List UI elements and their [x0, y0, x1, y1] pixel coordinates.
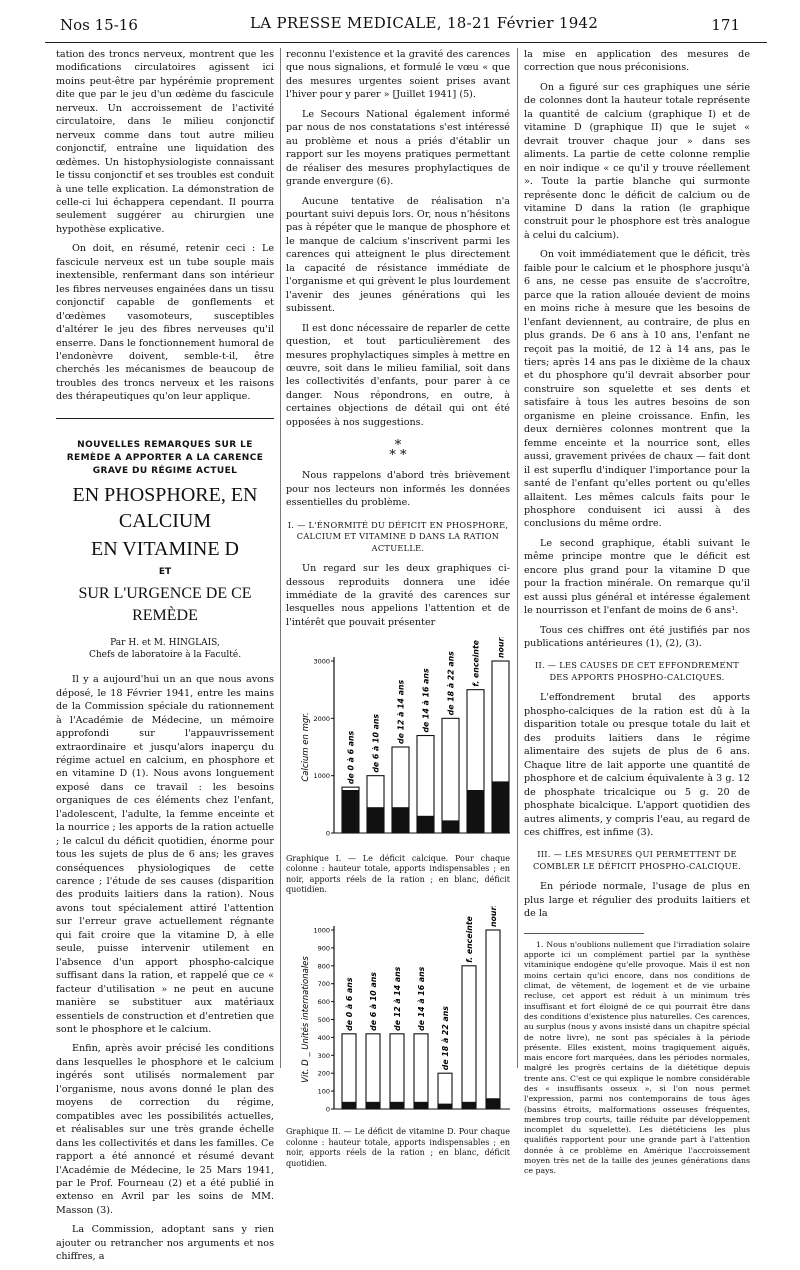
paragraph: Le second graphique, établi suivant le même principe montre que le déficit est encore plus grand pour la vitamine D que pour la fraction minérale. On remarque qu'il est aussi plus général et intéresse également le nourrisson et l'enfant de moins de 6 ans¹. — [524, 537, 750, 617]
y-tick-label: 0 — [325, 1105, 330, 1114]
bar-real-intake — [467, 790, 484, 833]
paragraph: On voit immédiatement que le déficit, très faible pour le calcium et le phosphore jusqu'à 6 ans, ne cesse pas ensuite de s'accroître, parce que la ration allouée devient de moins en moins riche à mesure que les besoins de l'enfant deviennent, au contraire, de plus en plus grands. De 6 ans à 10 ans, l'enfant ne reçoit pas la moitié, de 12 à 14 ans, pas le tiers; après 14 ans pas le dixième de la chaux et du phosphore qu'il devrait absorber pour construire son squelette et ses dents et satisfaire à tous les autres besoins de son organisme en pleine croissance. Enfin, les deux dernières colonnes montrent que la femme enceinte et la nourrice sont, elles aussi, gravement privées de chaux — fait dont il est superflu d'indiquer l'importance pour la santé de l'enfant qu'elles portent ou qu'elles allaitent. Les mêmes calculs faits pour le phosphore conduisent ici aussi à des conclusions du même ordre. — [524, 249, 750, 530]
footnote: 1. Nous n'oublions nullement que l'irradiation solaire apporte ici un complément partiel par la synthèse vitaminique endogène qu'elle provoque. Mais il est non moins certain qu'ici encore, dans nos conditions de climat, de vêtement, de logement et de vie urbaine recluse, cet apport est réduit à un minimum très insuffisant et fort éloigné de ce qui pourrait être dans des conditions d'existence plus naturelles. Ces carences, au surplus (nous y avons insisté dans un chapitre spécial de notre livre), ne sont pas spéciales à la période présente. Elles existent, moins tragiquement aiguës, mais encore fort marquées, dans les périodes normales, malgré les progrès certains de la diététique depuis trente ans. C'est ce qui explique le nombre considérable des « insuffisants osseux », si l'on nous permet l'expression, parmi nos contemporains de tous âges (bassins étroits, malformations osseuses fréquentes, membres trop courts, taille réduite par développement incomplet du squelette). Les diététiciens les plus qualifiés rapportent pour une grande part à l'attention donnée à ce problème en Amérique l'accroissement moyen très net de la taille des jeunes générations dans ce pays. — [524, 939, 750, 1176]
article-title-block — [56, 439, 274, 661]
article-subtitle: SUR L'URGENCE DE CE REMÈDE — [78, 585, 252, 625]
y-axis-label: Vit. D _ Unités internationales — [301, 955, 311, 1083]
bar-real-intake — [367, 808, 384, 834]
bar-total-needed — [462, 966, 476, 1109]
paragraph: L'effondrement brutal des apports phospho-calciques de la ration est dû à la disparition totale ou presque totale du lait et des produits laitiers dans le régime alimentaire des sujets de plus de 6 ans. Chaque litre de lait apporte une quantité de phosphore et de calcium équivalente à 3 g. 12 de phosphate tricalcique ou 5 g. 20 de phosphate bicalcique. L'apport quotidien des autres aliments, y compris l'eau, au regard de ces chiffres, est infime (3). — [524, 692, 750, 839]
section-heading-3: III. — LES MESURES QUI PERMETTENT DE COMBLER LE DÉFICIT PHOSPHO-CALCIQUE. — [532, 849, 742, 871]
bar-real-intake — [492, 782, 509, 834]
y-tick-label: 300 — [317, 1051, 330, 1060]
chart-graphique-2 — [286, 906, 510, 1125]
paragraph: Un regard sur les deux graphiques ci-dessous reproduits donnera une idée immédiate de la gravité des carences sur lesquelles nous appelions l'attention et de l'intérêt que pouvait présenter — [286, 563, 510, 628]
bar-real-intake — [342, 790, 359, 833]
bar-real-intake — [438, 1103, 452, 1108]
paragraph: la mise en application des mesures de correction que nous préconisions. — [524, 49, 750, 74]
paragraph: Il est donc nécessaire de reparler de cette question, et tout particulièrement des mesures prophylactiques simples à mettre en œuvre, soit dans le milieu familial, soit dans les collectivités d'enfants, pour parer à ce danger. Nous répondrons, en outre, à certaines objections de détail qui ont été opposées à nos suggestions. — [286, 322, 510, 428]
chart-graphique-1 — [286, 637, 510, 851]
category-label: de 14 à 16 ans — [421, 668, 431, 733]
y-tick-label: 1000 — [313, 926, 330, 935]
chart-2-caption: Graphique II. — Le déficit de vitamine D. Pour chaque colonne : hauteur totale, apports indispensables ; en noir, apports réels de la ration ; en blanc, déficit quotidien. — [286, 1127, 510, 1168]
category-label: f. enceinte — [471, 640, 481, 688]
y-tick-label: 1000 — [313, 772, 330, 781]
section-ornament: * * * — [389, 438, 407, 464]
category-label: de 6 à 10 ans — [369, 971, 378, 1031]
y-tick-label: 800 — [317, 962, 330, 971]
category-label: nourrice — [496, 637, 506, 659]
bar-real-intake — [486, 1098, 500, 1109]
article-separator — [56, 418, 274, 419]
section-heading-2: II. — LES CAUSES DE CET EFFONDREMENT DES APPORTS PHOSPHO-CALCIQUES. — [534, 660, 740, 682]
y-tick-label: 500 — [317, 1015, 330, 1024]
paragraph: On a figuré sur ces graphiques une série de colonnes dont la hauteur totale représente la quantité de calcium (graphique I) et de vitamine D (graphique II) que le sujet « devrait trouver chaque jour » dans ses aliments. La partie de cette colonne remplie en noir indique « ce qu'il y trouve réellement ». Toute la partie blanche qui surmonte représente donc le déficit de calcium ou de vitamine D dans la ration (le graphique construit pour le phosphore est très analogue à celui du calcium). — [524, 81, 750, 241]
paragraph: Enfin, après avoir précisé les conditions dans lesquelles le phosphore et le calcium ingérés sont utilisés normalement par l'organisme, nous avons donné le plan des moyens de correction du régime, compatibles avec les possibilités actuelles, et réalisables sur une très grande échelle dans les collectivités et dans les familles. Ce rapport a été annoncé et résumé devant l'Académie de Médecine, le 25 Mars 1941, par le Prof. Fourneau (2) et a été publié in extenso en Avril par les soins de MM. Masson (3). — [56, 1043, 274, 1216]
paragraph: Il y a aujourd'hui un an que nous avons déposé, le 18 Février 1941, entre les mains de la Commission spéciale du rationnement à l'Académie de Médecine, un mémoire approfondi sur l'appauvrissement extraordinaire et jusqu'alors inaperçu du régime actuel en calcium, en phosphore et en vitamine D (1). Nous avons longuement exposé dans ce travail : les besoins organiques de ces éléments chez l'enfant, l'adolescent, l'adulte, la femme enceinte et la nourrice ; les apports de la ration actuelle ; le calcul du déficit quotidien, énorme pour tous les sujets de plus de 6 ans; les graves conséquences physiologiques de cette carence ; l'étude de ses causes (disparition des produits laitiers dans la ration). Nous avons tout spécialement attiré l'attention sur l'erreur grave actuellement régnante qui fait croire que la vitamine D, à elle seule, puisse intervenir utilement en l'absence d'un apport phospho-calcique suffisant dans la ration, et rappelé que ce « facteur d'utilisation » ne peut en aucune manière se substituer aux matériaux essentiels de construction et d'entretien que sont le phosphore et le calcium. — [56, 674, 274, 1036]
page-number: 171 — [711, 16, 740, 34]
category-label: de 18 à 22 ans — [441, 1005, 450, 1071]
chart-1-svg — [286, 637, 510, 847]
bar-real-intake — [342, 1102, 356, 1109]
bar-real-intake — [366, 1102, 380, 1109]
y-tick-label: 400 — [317, 1033, 330, 1042]
header-rule — [45, 42, 767, 43]
article-title-conjunction: ET — [158, 566, 172, 577]
chart-1-caption: Graphique I. — Le déficit calcique. Pour chaque colonne : hauteur totale, apports indispensables ; en noir, apports réels de la ration ; en blanc, déficit quotidien. — [286, 853, 510, 895]
bar-total-needed — [342, 1034, 356, 1109]
article-author: Par H. et M. HINGLAIS, — [110, 638, 220, 649]
category-label: de 12 à 14 ans — [393, 966, 402, 1031]
paragraph: En période normale, l'usage de plus en plus large et régulier des produits laitiers et de la — [524, 881, 750, 920]
bar-total-needed — [390, 1034, 404, 1109]
article-affiliation: Chefs de laboratoire à la Faculté. — [88, 650, 242, 661]
category-label: f. enceinte — [465, 915, 474, 963]
bar-total-needed — [442, 719, 459, 834]
column-divider-2 — [517, 48, 518, 1068]
y-tick-label: 2000 — [313, 715, 330, 724]
y-tick-label: 700 — [317, 980, 330, 989]
issue-date: 18-21 Février 1942 — [446, 14, 599, 32]
journal-title-date — [250, 14, 598, 32]
article-kicker: NOUVELLES REMARQUES SUR LE REMÈDE A APPORTER A LA CARENCE GRAVE DU RÉGIME ACTUEL — [66, 439, 264, 476]
category-label: de 18 à 22 ans — [446, 651, 456, 716]
bar-real-intake — [462, 1102, 476, 1109]
bar-total-needed — [414, 1034, 428, 1109]
running-header — [60, 14, 740, 40]
column-3 — [524, 48, 750, 1177]
category-label: de 0 à 6 ans — [346, 731, 356, 785]
paragraph: reconnu l'existence et la gravité des carences que nous signalions, et formulé le vœu « que des mesures urgentes soient prises avant l'hiver pour y parer » [Juillet 1941] (5). — [286, 49, 510, 101]
y-tick-label: 3000 — [313, 657, 330, 666]
column-1 — [56, 48, 274, 1270]
paragraph: Le Secours National également informé par nous de nos constatations s'est intéressé au problème et nous a priés d'établir un rapport sur les moyens pratiques permettant de réaliser des mesures prophylactiques de grande envergure (6). — [286, 108, 510, 188]
bar-real-intake — [392, 808, 409, 834]
bar-real-intake — [390, 1102, 404, 1109]
paragraph: On doit, en résumé, retenir ceci : Le fascicule nerveux est un tube souple mais inextensible, renfermant dans son intérieur les fibres nerveuses engainées dans un tissu conjonctif capable de gonflements et d'œdèmes vasomoteurs, susceptibles d'altérer le jeu des fibres nerveuses qu'il enserre. Dans le fonctionnement humoral de l'endonèvre doivent, semble-t-il, être cherchés les mécanismes de beaucoup de troubles des troncs nerveux et les raisons des thérapeutiques qu'on leur applique. — [56, 243, 274, 403]
issue-number: Nos 15-16 — [60, 16, 138, 34]
footnote-rule — [524, 933, 644, 934]
chart-2-svg — [286, 906, 510, 1121]
category-label: nourrice — [489, 905, 498, 927]
y-axis-label: Calcium en mgr. — [301, 712, 311, 783]
bar-total-needed — [366, 1034, 380, 1109]
y-tick-label: 200 — [317, 1069, 330, 1078]
column-2 — [286, 48, 510, 1179]
bar-real-intake — [442, 821, 459, 834]
category-label: de 0 à 6 ans — [345, 977, 354, 1031]
paragraph: Nous rappelons d'abord très brièvement pour nos lecteurs non informés les données essentielles du problème. — [286, 470, 510, 509]
category-label: de 14 à 16 ans — [417, 966, 426, 1031]
y-tick-label: 0 — [325, 829, 330, 838]
article-title-line-2: EN VITAMINE D — [90, 537, 239, 560]
paragraph: Tous ces chiffres ont été justifiés par nos publications antérieures (1), (2), (3). — [524, 624, 750, 650]
category-label: de 6 à 10 ans — [371, 714, 381, 774]
bar-real-intake — [417, 816, 434, 833]
paragraph: tation des troncs nerveux, montrent que les modifications circulatoires agissent ici moins peut-être par hypérémie proprement dite que par le jeu d'un œdème du fascicule nerveux. Un accroissement de l'activité circulatoire, dans le milieu conjonctif nerveux comme dans tout autre milieu conjonctif, entraîne une liquidation des œdèmes. Un histophysiologiste connaissant le tissu conjonctif et ses troubles est conduit à une telle explication. La démonstration de celle-ci lui échappera cependant. Il pourra seulement suggérer au chirurgien une hypothèse explicative. — [56, 49, 274, 235]
paragraph: La Commission, adoptant sans y rien ajouter ou retrancher nos arguments et nos chiffres, a — [56, 1224, 274, 1263]
section-heading-1: I. — L'ÉNORMITÉ DU DÉFICIT EN PHOSPHORE, CALCIUM ET VITAMINE D DANS LA RATION ACTUELLE. — [287, 519, 509, 553]
y-tick-label: 600 — [317, 997, 330, 1006]
paragraph: Aucune tentative de réalisation n'a pourtant suivi depuis lors. Or, nous n'hésitons pas à répéter que le manque de phosphore et le manque de calcium s'inscrivent parmi les carences qui atteignent le plus directement la capacité de résistance immédiate de l'organisme et qui grèvent le plus lourdement l'avenir des jeunes générations qui les subissent. — [286, 195, 510, 315]
y-tick-label: 100 — [317, 1087, 330, 1096]
journal-title: LA PRESSE MEDICALE, — [250, 14, 442, 32]
category-label: de 12 à 14 ans — [396, 680, 406, 745]
bar-real-intake — [414, 1102, 428, 1109]
y-tick-label: 900 — [317, 944, 330, 953]
article-title-line-1: EN PHOSPHORE, EN CALCIUM — [72, 483, 258, 532]
column-divider-1 — [280, 48, 281, 1068]
